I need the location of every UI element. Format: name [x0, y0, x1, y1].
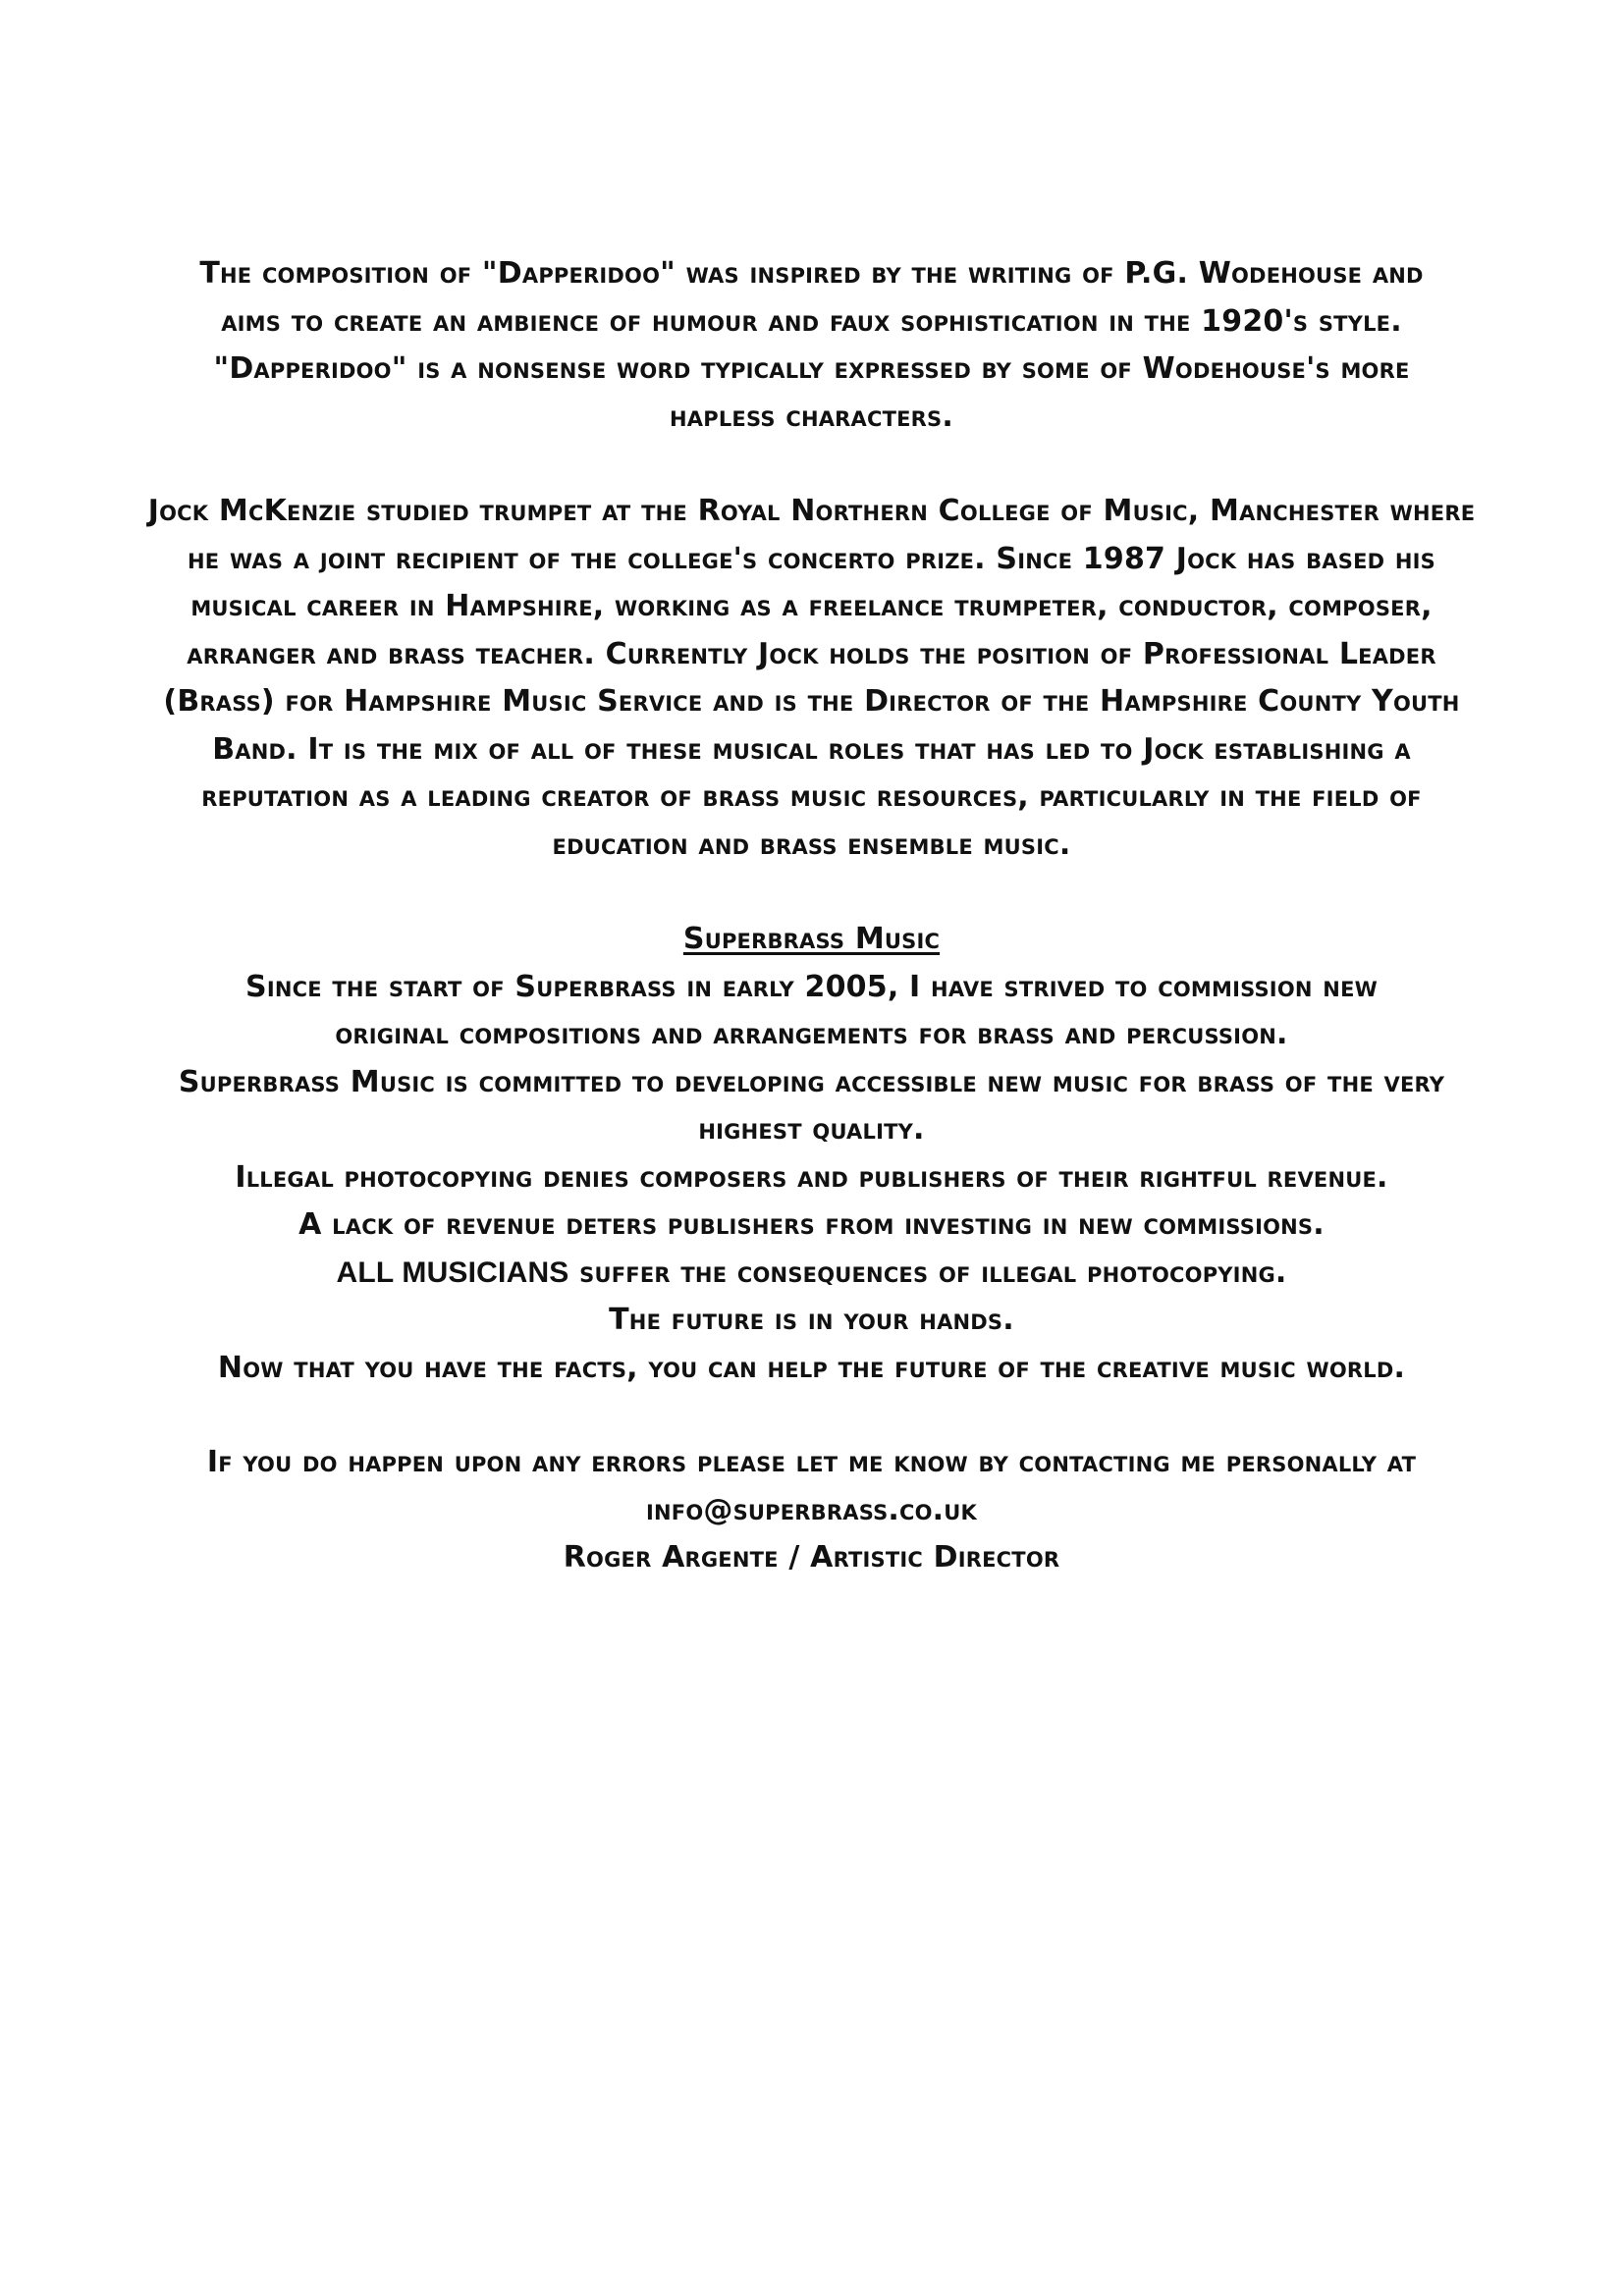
section-gap — [147, 441, 1476, 488]
contact-line: If you do happen upon any errors please let me know by contacting me personally at — [206, 1445, 1417, 1479]
intro-paragraph: The composition of "Dapperidoo" was inspired by the writing of P.G. Wodehouse and aims to create an ambience of humour and faux sophistication in the 1920's style. "Dapperidoo" is a nonsense word typically expressed by some of Wodehouse's more hapless characters. — [199, 256, 1424, 434]
contact-email[interactable]: info@superbrass.co.uk — [646, 1492, 977, 1527]
biography-paragraph: Jock McKenzie studied trumpet at the Royal Northern College of Music, Manchester where he was a joint recipient of the college's concerto prize. Since 1987 Jock has based his musical career in Hampshire, working as a freelance trumpeter, conductor, composer, arranger and brass teacher. Currently Jock holds the position of Professional Leader (Brass) for Hampshire Music Service and is the Director of the Hampshire County Youth Band. It is the mix of all of these musical roles that has led to Jock establishing a reputation as a leading creator of brass music resources, particularly in the field of education and brass ensemble music. — [147, 494, 1476, 862]
musicians-line-rest: suffer the consequences of illegal photocopying. — [568, 1255, 1287, 1290]
superbrass-line-illegal: Illegal photocopying denies composers and publishers of their rightful revenue. — [235, 1159, 1388, 1195]
superbrass-heading: Superbrass Music — [682, 922, 941, 956]
document-page — [147, 250, 1476, 1582]
section-gap — [147, 1392, 1476, 1439]
signature: Roger Argente / Artistic Director — [563, 1540, 1060, 1575]
superbrass-line-commission: Since the start of Superbrass in early 2005, I have strived to commission new original compositions and arrangements for brass and percussion. — [245, 969, 1378, 1051]
all-musicians-emphasis: ALL MUSICIANS — [336, 1255, 569, 1289]
superbrass-line-musicians — [147, 1250, 1476, 1298]
section-gap — [147, 869, 1476, 916]
superbrass-line-revenue: A lack of revenue deters publishers from investing in new commissions. — [298, 1207, 1325, 1242]
superbrass-line-facts: Now that you have the facts, you can help the future of the creative music world. — [217, 1350, 1406, 1385]
superbrass-line-future: The future is in your hands. — [609, 1303, 1014, 1337]
superbrass-line-commitment: Superbrass Music is committed to developing accessible new music for brass of the very highest quality. — [178, 1064, 1445, 1147]
